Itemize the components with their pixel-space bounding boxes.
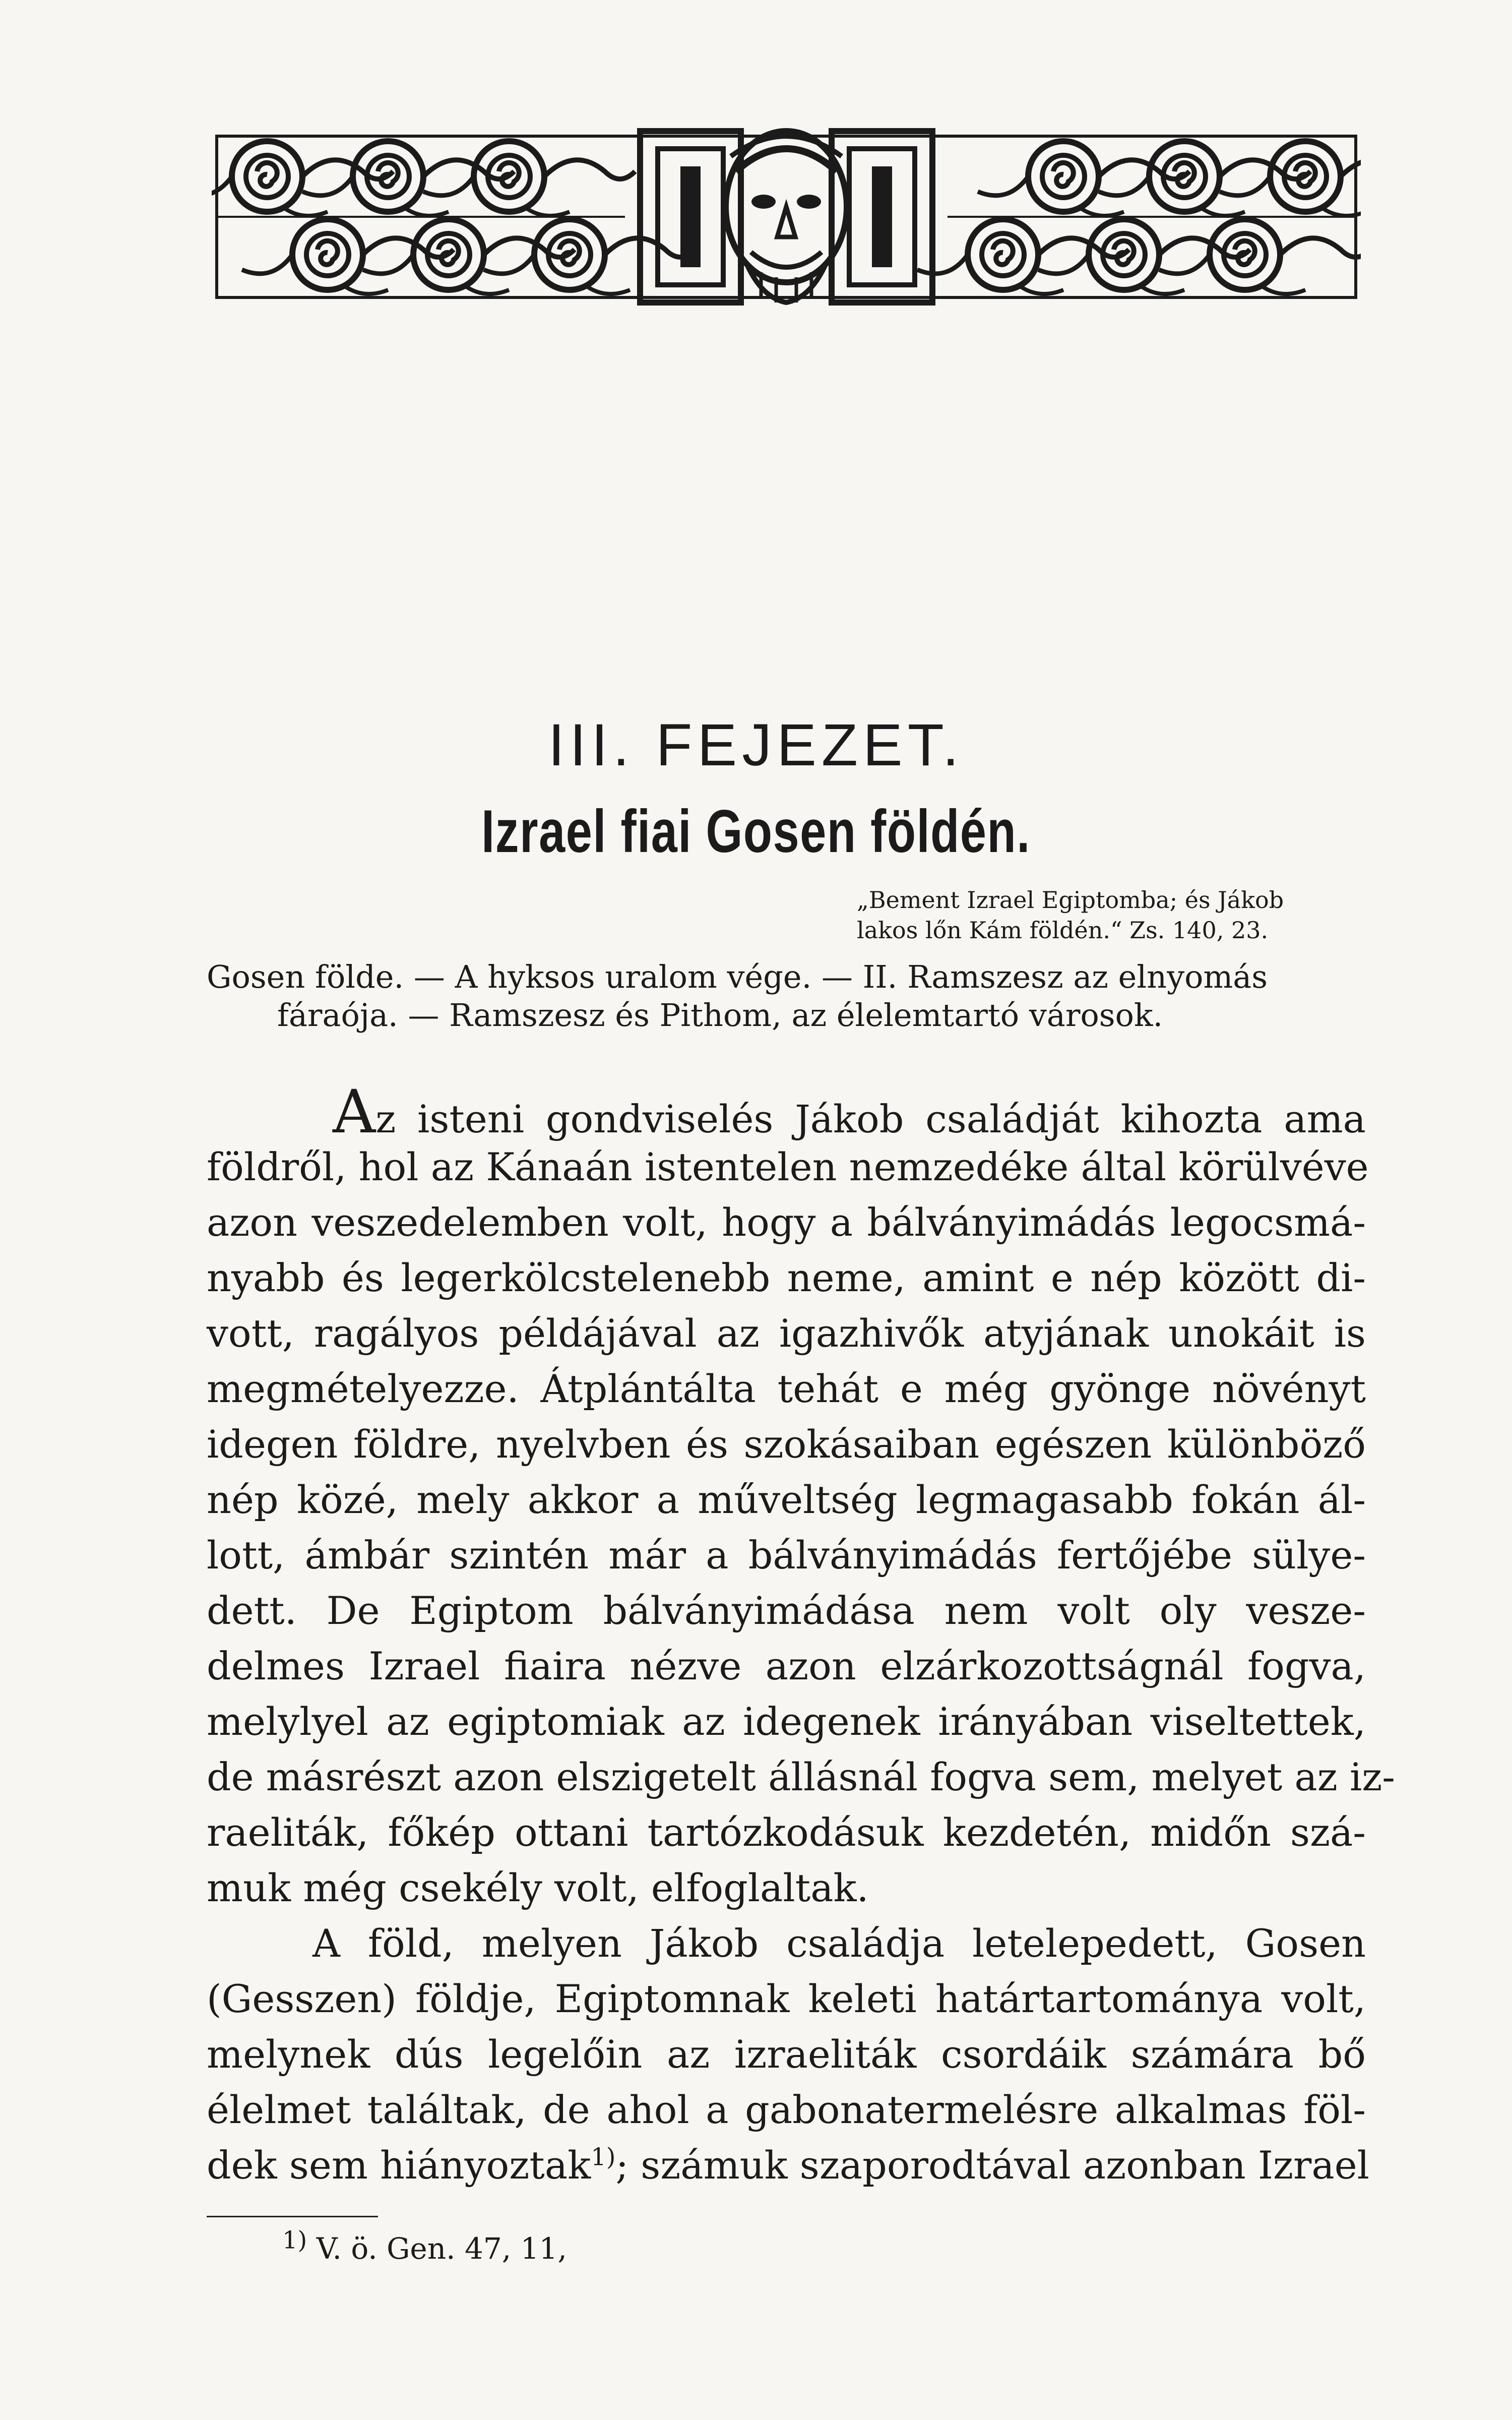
text-line: de másrészt azon elszigetelt állásnál fogva sem, melyet az iz- bbox=[207, 1754, 1395, 1799]
text-line: melynek dús legelőin az izraeliták csordáik számára bő bbox=[207, 2032, 1366, 2077]
chapter-number: III. FEJEZET. bbox=[548, 712, 964, 778]
text-line: A föld, melyen Jákob családja letelepedett, Gosen bbox=[312, 1921, 1366, 1966]
text-line: Az isteni gondviselés Jákob családját kihozta ama bbox=[333, 1077, 1366, 1146]
chapter-motto bbox=[857, 885, 1381, 945]
text-line: melylyel az egiptomiak az idegenek irányában viseltettek, bbox=[207, 1699, 1366, 1744]
text-line: megmételyezze. Átplántálta tehát e még gyönge növényt bbox=[207, 1366, 1366, 1411]
footnote-marker: 1) bbox=[282, 2226, 307, 2255]
footnote bbox=[282, 2228, 567, 2269]
text-line: élelmet találtak, de ahol a gabonatermelésre alkalmas föl- bbox=[207, 2087, 1366, 2132]
text-line: raeliták, főkép ottani tartózkodásuk kezdetén, midőn szá- bbox=[207, 1810, 1366, 1855]
text-line: lott, ámbár szintén már a bálványimádás fertőjébe sülye- bbox=[207, 1533, 1366, 1578]
text-line: (Gesszen) földje, Egiptomnak keleti határtartománya volt, bbox=[207, 1976, 1366, 2021]
text-line: delmes Izrael fiaira nézve azon elzárkozottságnál fogva, bbox=[207, 1644, 1366, 1688]
ornamental-headpiece-icon bbox=[212, 126, 1361, 308]
text-line: vott, ragályos példájával az igazhivők atyjának unokáit is bbox=[207, 1311, 1366, 1356]
summary-line: fáraója. — Ramszesz és Pithom, az élelemtartó városok. bbox=[277, 997, 1163, 1034]
text-line: dett. De Egiptom bálványimádása nem volt oly vesze- bbox=[207, 1588, 1366, 1633]
text-line: nép közé, mely akkor a műveltség legmagasabb fokán ál- bbox=[207, 1477, 1366, 1522]
footnote-text: V. ö. Gen. 47, 11, bbox=[316, 2231, 567, 2266]
motto-line: lakos lőn Kám földén.“ Zs. 140, 23. bbox=[857, 917, 1269, 944]
summary-line: Gosen földe. — A hyksos uralom vége. — II. Ramszesz az elnyomás bbox=[207, 958, 1268, 995]
text-line: dek sem hiányoztak$^{1)}$; számuk szaporodtával azonban Izrael bbox=[207, 2143, 1369, 2188]
chapter-title: Izrael fiai Gosen földén. bbox=[481, 798, 1031, 865]
text-line: idegen földre, nyelvben és szokásaiban egészen különböző bbox=[207, 1422, 1366, 1467]
text-line: nyabb és legerkölcstelenebb neme, amint e nép között di- bbox=[207, 1255, 1366, 1300]
footnote-reference: 1) bbox=[591, 2143, 616, 2171]
text-line: földről, hol az Kánaán istentelen nemzedéke által körülvéve bbox=[207, 1144, 1369, 1189]
footnote-divider bbox=[207, 2216, 378, 2217]
motto-line: „Bement Izrael Egiptomba; és Jákob bbox=[857, 886, 1284, 914]
text-line: muk még csekély volt, elfoglaltak. bbox=[207, 1865, 869, 1910]
text-line: azon veszedelemben volt, hogy a bálványimádás legocsmá- bbox=[207, 1200, 1366, 1245]
body-text bbox=[207, 1077, 1395, 2193]
drop-cap: A bbox=[333, 1077, 376, 1146]
chapter-summary bbox=[207, 958, 1366, 1035]
